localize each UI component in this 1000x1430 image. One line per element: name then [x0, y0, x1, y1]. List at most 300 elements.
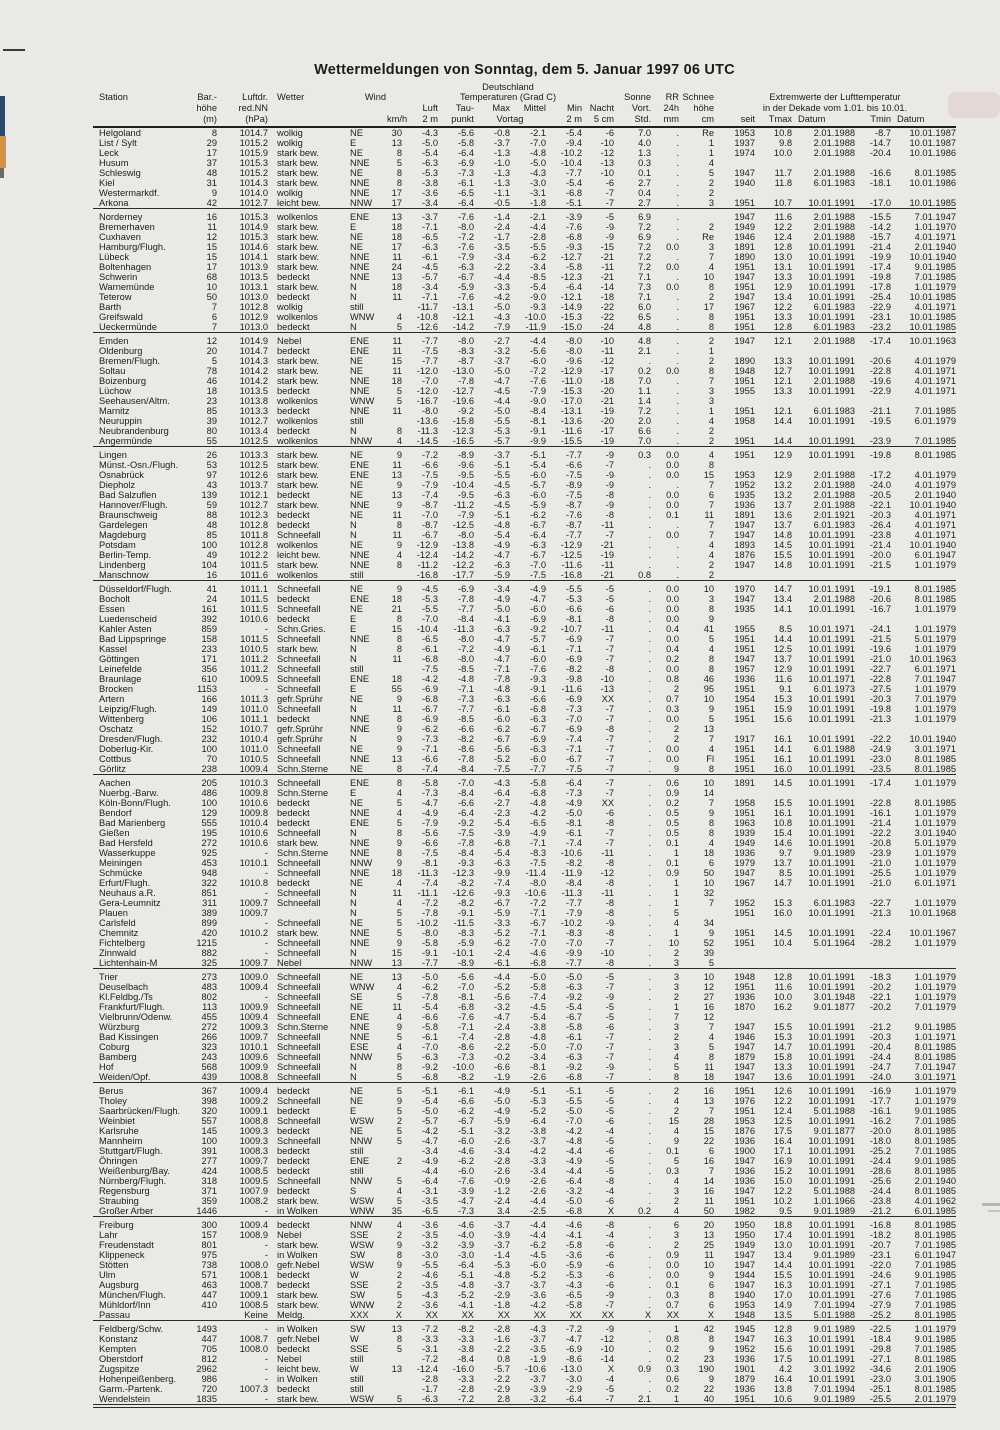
value-cell: -7: [605, 828, 615, 838]
value-cell: .: [648, 520, 652, 530]
value-cell: -7.5: [421, 346, 438, 356]
value-cell: 9.01.1877: [813, 1126, 856, 1136]
value-cell: -4.7: [493, 376, 510, 386]
value-cell: -0.9: [493, 1176, 510, 1186]
station-name-cell: Hohenpeißenberg.: [99, 1374, 177, 1384]
value-cell: NNE: [350, 500, 370, 510]
value-cell: .: [614, 1072, 651, 1083]
value-cell: 2: [673, 734, 680, 744]
value-cell: -6.4: [421, 1176, 438, 1186]
table-row: [93, 798, 956, 808]
value-cell: -20: [600, 416, 615, 426]
value-cell: 4.2: [779, 1364, 793, 1374]
value-cell: 5: [211, 356, 217, 366]
value-cell: -5.7: [421, 1116, 438, 1126]
value-cell: 23: [206, 396, 217, 406]
value-cell: -2.8: [421, 1374, 438, 1384]
value-cell: -1.4: [493, 212, 510, 222]
value-cell: bedeckt: [277, 1384, 310, 1394]
value-cell: -5.8: [565, 1240, 582, 1250]
value-cell: .: [648, 1096, 652, 1106]
value-cell: NE: [350, 694, 363, 704]
value-cell: -6.6: [457, 1096, 474, 1106]
value-cell: -8.0: [457, 336, 474, 346]
value-cell: [387, 302, 402, 312]
value-cell: 6.0: [638, 302, 652, 312]
value-cell: -19: [600, 550, 615, 560]
station-name-cell: München/Flugh.: [99, 1290, 166, 1300]
value-cell: -7.6: [457, 242, 474, 252]
value-cell: NNE: [350, 406, 370, 416]
value-cell: NNW: [350, 1052, 373, 1062]
value-cell: 14.4: [773, 416, 793, 426]
value-cell: bedeckt: [277, 1344, 310, 1354]
value-cell: -22.2: [869, 734, 892, 744]
value-cell: -8.0: [421, 928, 438, 938]
value-cell: stark bew.: [277, 222, 319, 232]
value-cell: 2.8: [474, 1394, 510, 1405]
value-cell: 1947: [734, 168, 756, 178]
value-cell: -16.9: [869, 1086, 892, 1096]
value-cell: -6.2: [457, 1156, 474, 1166]
value-cell: -11.2: [453, 500, 474, 510]
value-cell: 1951: [734, 1086, 756, 1096]
value-cell: .: [648, 992, 652, 1002]
value-cell: SSE: [350, 1344, 369, 1354]
value-cell: -22.9: [869, 386, 892, 396]
table-row: [93, 1384, 956, 1394]
value-cell: 0.9: [666, 788, 680, 798]
value-cell: .: [648, 918, 652, 928]
value-cell: -2.6: [529, 1176, 546, 1186]
station-name-cell: Kahler Asten: [99, 624, 152, 634]
value-cell: 1014.3: [239, 356, 268, 366]
value-cell: 4: [396, 878, 402, 888]
value-cell: [855, 346, 891, 356]
value-cell: -5: [605, 584, 615, 594]
value-cell: -5: [605, 1096, 615, 1106]
station-name-cell: Kl.Feldbg./Ts: [99, 992, 153, 1002]
value-cell: 1008.7: [239, 1334, 268, 1344]
value-cell: 4: [673, 1126, 680, 1136]
value-cell: 3: [673, 982, 680, 992]
value-cell: 1967: [734, 878, 756, 888]
value-cell: -6: [605, 1146, 615, 1156]
value-cell: -5.4: [421, 1096, 438, 1106]
table-row: [93, 644, 956, 654]
value-cell: -5.8: [565, 1022, 582, 1032]
station-name-cell: Helgoland: [99, 128, 141, 138]
table-row: [93, 918, 956, 928]
value-cell: -5.0: [529, 972, 546, 982]
value-cell: 9: [673, 1136, 680, 1146]
value-cell: Schneefall: [277, 1176, 321, 1186]
value-cell: .: [648, 1186, 652, 1196]
value-cell: stark bew.: [277, 500, 319, 510]
value-cell: -5.8: [421, 778, 438, 788]
value-cell: 10.01.1991: [808, 292, 856, 302]
value-cell: .: [648, 982, 652, 992]
value-cell: NNW: [350, 858, 373, 868]
value-cell: -5.3: [529, 1096, 546, 1106]
value-cell: -7.2: [529, 898, 546, 908]
value-cell: 1009.4: [217, 764, 268, 775]
value-cell: 1947: [734, 530, 756, 540]
value-cell: 9: [396, 584, 402, 594]
value-cell: 5: [708, 1042, 715, 1052]
value-cell: in Wolken: [277, 1374, 318, 1384]
value-cell: [891, 570, 956, 581]
value-cell: -6.4: [457, 148, 474, 158]
value-cell: -7.5: [457, 828, 474, 838]
value-cell: -2.2: [493, 262, 510, 272]
value-cell: [855, 724, 891, 734]
station-name-cell: Regensburg: [99, 1186, 150, 1196]
value-cell: .: [648, 1250, 652, 1260]
value-cell: 8.01.1985: [914, 754, 957, 764]
value-cell: -4.9: [493, 594, 510, 604]
station-name-cell: Kiel: [99, 178, 115, 188]
value-cell: .: [648, 972, 652, 982]
value-cell: -8.3: [457, 928, 474, 938]
value-cell: -11.3: [417, 868, 438, 878]
value-cell: -19.5: [869, 416, 892, 426]
value-cell: 0.3: [638, 158, 652, 168]
value-cell: 4: [673, 1176, 680, 1186]
value-cell: bedeckt: [277, 406, 310, 416]
value-cell: 7.01.1985: [914, 1344, 957, 1354]
value-cell: -9: [605, 1290, 615, 1300]
table-row: [93, 818, 956, 828]
value-cell: 8.01.1985: [914, 450, 957, 460]
station-name-cell: Gardelegen: [99, 520, 148, 530]
value-cell: -8.0: [457, 634, 474, 644]
value-cell: -17.7: [438, 570, 474, 581]
value-cell: -21: [600, 252, 615, 262]
value-cell: -2.6: [510, 1072, 546, 1083]
value-cell: 1009.5: [239, 1176, 268, 1186]
value-cell: -6.7: [529, 724, 546, 734]
value-cell: -12.4: [416, 1364, 438, 1374]
value-cell: -9.4: [565, 138, 582, 148]
value-cell: -20: [600, 386, 615, 396]
value-cell: -23.1: [869, 1250, 892, 1260]
value-cell: -8: [605, 1176, 615, 1186]
station-name-cell: Braunschweig: [99, 510, 158, 520]
value-cell: 0.0: [666, 530, 680, 540]
value-cell: 10.01.1991: [808, 1280, 856, 1290]
col-header-max: Max: [492, 103, 510, 113]
station-name-cell: Passau: [93, 1310, 191, 1321]
value-cell: -: [264, 938, 268, 948]
value-cell: .: [648, 1062, 652, 1072]
station-name-cell: Wittenberg: [99, 714, 144, 724]
value-cell: -6.1: [457, 178, 474, 188]
value-cell: -10: [600, 138, 615, 148]
value-cell: 11: [392, 292, 402, 302]
value-cell: 272: [201, 1022, 217, 1032]
value-cell: 31: [206, 178, 217, 188]
value-cell: .: [648, 1146, 652, 1156]
value-cell: 106: [201, 714, 217, 724]
value-cell: 1011.8: [240, 530, 268, 540]
value-cell: 0.1: [666, 858, 680, 868]
value-cell: -3.7: [493, 1280, 510, 1290]
value-cell: 2.01.1988: [813, 480, 856, 490]
value-cell: 4: [396, 898, 402, 908]
value-cell: bedeckt: [277, 1146, 310, 1156]
value-cell: 10: [668, 938, 680, 948]
value-cell: 1940: [734, 178, 756, 188]
value-cell: 11: [392, 252, 402, 262]
value-cell: -1.6: [493, 1334, 510, 1344]
value-cell: 13.4: [773, 292, 793, 302]
value-cell: 1: [651, 1394, 679, 1405]
value-cell: 1947: [734, 1042, 756, 1052]
value-cell: .: [648, 1106, 652, 1116]
value-cell: -6.4: [529, 530, 546, 540]
value-cell: -4.4: [529, 336, 546, 346]
value-cell: [714, 788, 755, 798]
value-cell: -13.1: [560, 406, 582, 416]
value-cell: [387, 664, 402, 674]
value-cell: [855, 614, 891, 624]
value-cell: -4.9: [421, 808, 438, 818]
value-cell: 9.01.1989: [792, 1206, 855, 1217]
value-cell: 300: [201, 1220, 217, 1230]
value-cell: -6.1: [565, 1032, 582, 1042]
value-cell: -11: [601, 888, 615, 898]
value-cell: 1958: [734, 798, 756, 808]
value-cell: 5: [396, 1176, 402, 1186]
value-cell: 1009.7: [239, 908, 268, 918]
value-cell: -8: [605, 898, 615, 908]
value-cell: .: [614, 958, 651, 969]
value-cell: 53: [206, 460, 217, 470]
value-cell: 1008.5: [239, 1166, 268, 1176]
value-cell: 11: [392, 888, 402, 898]
value-cell: -24.4: [869, 1186, 892, 1196]
table-row: [93, 480, 956, 490]
value-cell: -9.3: [565, 242, 582, 252]
value-cell: 195: [201, 828, 217, 838]
station-name-cell: Oberstdorf: [99, 1354, 143, 1364]
value-cell: 27: [703, 992, 715, 1002]
value-cell: 158: [201, 634, 217, 644]
value-cell: -7.2: [457, 644, 474, 654]
value-cell: NNE: [350, 178, 370, 188]
value-cell: 13: [387, 958, 402, 969]
value-cell: -6.3: [565, 982, 582, 992]
value-cell: -3.1: [421, 1344, 438, 1354]
value-cell: -6.1: [457, 1086, 474, 1096]
station-name-cell: Mannheim: [99, 1136, 143, 1146]
value-cell: 1953: [734, 470, 756, 480]
value-cell: -11.3: [561, 888, 582, 898]
value-cell: .: [676, 168, 680, 178]
scan-mark-blue: [0, 96, 5, 136]
value-cell: bedeckt: [277, 714, 310, 724]
value-cell: 9.01.1985: [914, 1106, 957, 1116]
value-cell: .: [648, 1270, 652, 1280]
value-cell: 7.0: [614, 436, 651, 447]
value-cell: 10.01.1986: [909, 148, 957, 158]
table-row: [93, 1321, 956, 1335]
value-cell: 4: [396, 808, 402, 818]
value-cell: 2.1: [638, 346, 652, 356]
value-cell: 1893: [734, 540, 756, 550]
value-cell: -7.8: [421, 992, 438, 1002]
value-cell: 1014.7: [239, 128, 268, 138]
col-header-punkt: punkt: [438, 114, 474, 127]
value-cell: 16.0: [773, 908, 793, 918]
value-cell: -2.8: [493, 1032, 510, 1042]
value-cell: .: [648, 560, 652, 570]
value-cell: -3.6: [421, 1300, 438, 1310]
value-cell: wolkenlos: [268, 570, 349, 581]
value-cell: .: [648, 674, 652, 684]
value-cell: -7.7: [402, 958, 438, 969]
value-cell: [792, 460, 855, 470]
value-cell: 2.01.1921: [813, 510, 856, 520]
value-cell: -5: [605, 1086, 615, 1096]
col-header-tmax: Tmax: [755, 114, 792, 127]
table-row: [93, 694, 956, 704]
value-cell: -16.8: [546, 570, 582, 581]
value-cell: -20.4: [869, 148, 892, 158]
value-cell: -5.1: [493, 460, 510, 470]
value-cell: 10.01.1991: [808, 356, 856, 366]
value-cell: 5: [708, 168, 715, 178]
value-cell: 9.01.1985: [914, 1022, 957, 1032]
value-cell: -7: [605, 1300, 615, 1310]
value-cell: NNE: [350, 838, 370, 848]
value-cell: 2: [673, 992, 680, 1002]
value-cell: -11.5: [453, 918, 474, 928]
value-cell: .: [648, 1230, 652, 1240]
value-cell: -5.3: [565, 594, 582, 604]
value-cell: 16.2: [773, 1002, 793, 1012]
value-cell: 25: [703, 1240, 715, 1250]
table-row: [93, 704, 956, 714]
value-cell: -4.2: [421, 1126, 438, 1136]
value-cell: WSW: [350, 1196, 374, 1206]
value-cell: -21.1: [869, 406, 892, 416]
value-cell: -8.0: [457, 654, 474, 664]
value-cell: 5: [396, 1196, 402, 1206]
table-row: [93, 158, 956, 168]
value-cell: 1: [673, 888, 680, 898]
value-cell: 9: [651, 764, 679, 775]
value-cell: 0.8: [666, 674, 680, 684]
value-cell: -7.6: [457, 212, 474, 222]
value-cell: N: [350, 282, 357, 292]
value-cell: XX: [582, 1310, 614, 1321]
value-cell: 1951: [734, 1196, 756, 1206]
value-cell: .: [648, 1280, 652, 1290]
value-cell: -7.5: [421, 470, 438, 480]
value-cell: -5.6: [457, 972, 474, 982]
value-cell: 9: [708, 808, 715, 818]
value-cell: -6.1: [565, 828, 582, 838]
value-cell: -19.6: [869, 644, 892, 654]
value-cell: 1012.8: [239, 302, 268, 312]
value-cell: 1014.7: [239, 346, 268, 356]
value-cell: -5.0: [565, 808, 582, 818]
value-cell: 10.0: [773, 148, 793, 158]
value-cell: -9.6: [457, 460, 474, 470]
value-cell: 9: [396, 1096, 402, 1106]
value-cell: -5.6: [493, 992, 510, 1002]
value-cell: -5.4: [421, 148, 438, 158]
table-row: [93, 416, 956, 426]
station-block: [93, 1321, 956, 1405]
value-cell: 0.0: [666, 584, 680, 594]
value-cell: -4.4: [529, 1230, 546, 1240]
value-cell: -7: [605, 188, 615, 198]
value-cell: bedeckt: [277, 878, 310, 888]
value-cell: 10.01.1985: [909, 312, 957, 322]
value-cell: -10.1: [452, 948, 474, 958]
value-cell: 325: [191, 958, 217, 969]
value-cell: -7.5: [510, 570, 546, 581]
value-cell: 7: [708, 1022, 715, 1032]
value-cell: -14.2: [452, 550, 474, 560]
value-cell: ENE: [350, 818, 370, 828]
table-row: [93, 1230, 956, 1240]
table-row: [93, 724, 956, 734]
value-cell: 10.01.1963: [909, 336, 957, 346]
value-cell: .: [648, 1032, 652, 1042]
value-cell: -20.6: [869, 356, 892, 366]
value-cell: 323: [201, 1042, 217, 1052]
table-row: [93, 1250, 956, 1260]
value-cell: 7: [708, 530, 715, 540]
table-row: [93, 500, 956, 510]
value-cell: 11: [392, 336, 402, 346]
table-row: [93, 969, 956, 983]
value-cell: 8: [708, 1290, 715, 1300]
table-row: [93, 1310, 956, 1321]
value-cell: .: [648, 1354, 652, 1364]
value-cell: -7.7: [421, 356, 438, 366]
col-header-std: Std.: [614, 114, 651, 127]
table-row: [93, 948, 956, 958]
value-cell: -6.4: [529, 1116, 546, 1126]
value-cell: -6: [605, 1270, 615, 1280]
value-cell: .: [676, 148, 680, 158]
value-cell: 1951: [734, 744, 756, 754]
value-cell: 1944: [734, 1270, 756, 1280]
value-cell: -22.8: [869, 366, 892, 376]
value-cell: -4.4: [565, 1146, 582, 1156]
value-cell: -4.8: [529, 1032, 546, 1042]
value-cell: 1493: [196, 1324, 217, 1334]
value-cell: 14.5: [773, 928, 793, 938]
value-cell: [714, 888, 755, 898]
value-cell: -9.3: [457, 858, 474, 868]
value-cell: 1010.4: [239, 734, 268, 744]
value-cell: -12.0: [416, 366, 438, 376]
value-cell: -6.6: [529, 694, 546, 704]
value-cell: -: [264, 1324, 268, 1334]
value-cell: 2: [708, 222, 715, 232]
value-cell: 10.01.1991: [792, 436, 855, 447]
value-cell: NNE: [350, 188, 370, 198]
value-cell: -11.2: [417, 560, 438, 570]
value-cell: [387, 1354, 402, 1364]
value-cell: -10.6: [560, 848, 582, 858]
